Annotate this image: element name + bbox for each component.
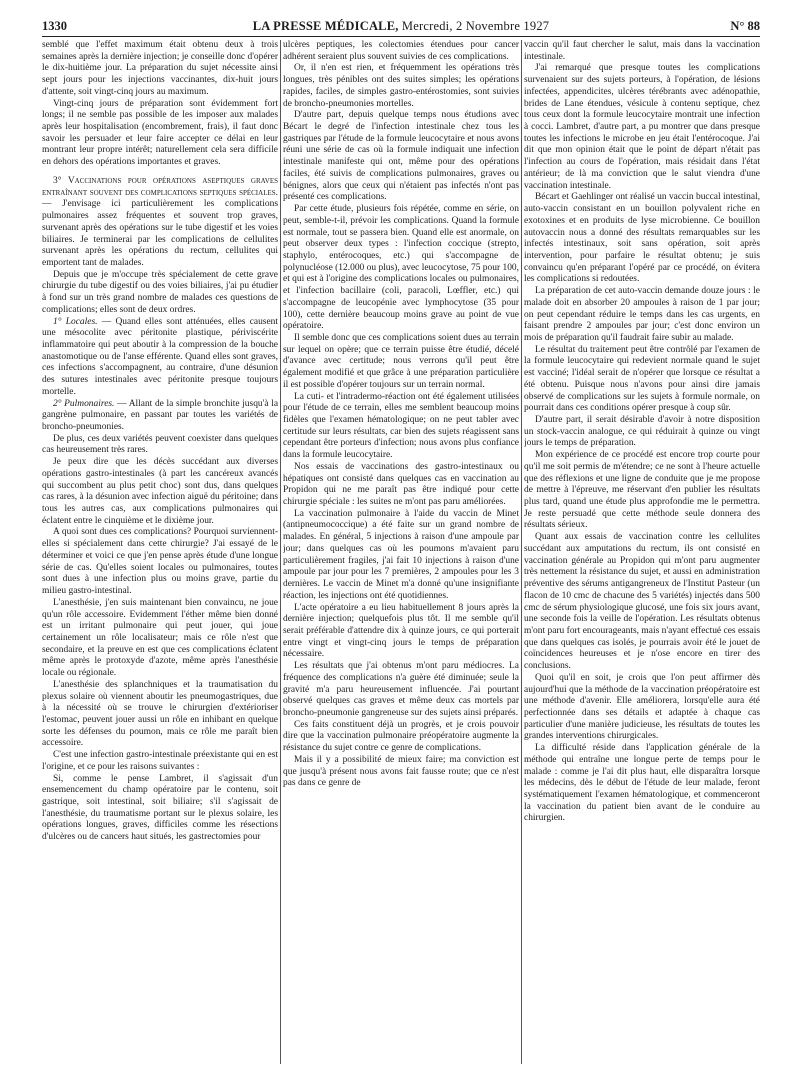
column-divider: [280, 40, 281, 1064]
paragraph: Il semble donc que ces complications soient dues au terrain sur lequel on opère; que ce terrain puisse être étudié, décelé d'avance avec certitude; nous verrons qu'il peut être également modifié et que grâce à une préparation particulière il est possible d'opérer toujours sur un terrain normal.: [283, 332, 519, 390]
paragraph: Les résultats que j'ai obtenus m'ont paru médiocres. La fréquence des complications n'a guère été diminuée; seule la gravité m'a paru heureusement influencée. J'ai pourtant observé quelques cas graves et même deux cas mortels par broncho-pneumonie gangreneuse sur des sujets ainsi préparés.: [283, 661, 519, 718]
paragraph: De plus, ces deux variétés peuvent coexister dans quelques cas heureusement très rares.: [42, 433, 278, 456]
column-divider: [521, 40, 522, 1064]
paragraph: 1° Locales. — Quand elles sont atténuées, elles causent une mésocolite avec péritonite plastique, périviscérite inflammatoire qui peut aboutir à la compression de la bouche anastomotique ou de l'anse efférente. Quand elles sont graves, ces infections s'accompagnent, au contraire, d'une désunion des sutures intestinales avec péritonite presque toujours mortelle.: [42, 316, 278, 397]
issue-number: N° 88: [730, 19, 760, 33]
page-header: [42, 16, 760, 36]
paragraph: La préparation de cet auto-vaccin demande douze jours : le malade doit en absorber 20 ampoules à raison de 1 par jour; on peut cependant réduire le temps dans les cas urgents, en faisant prendre 2 ampoules par jour; c'est donc environ un mois de préparation qu'il faudrait faire subir au malade.: [524, 286, 760, 343]
paragraph: Bécart et Gaehlinger ont réalisé un vaccin buccal intestinal, auto-vaccin consistant en un bouillon polyvalent riche en exotoxines et en produits de lyse microbienne. Ce bouillon autovaccin nous a donné des résultats remarquables sur les infectés intestinaux, soit sans opération, soit après intervention, pour parfaire le résultat obtenu; je suis convaincu qu'en préparant l'opéré par ce procédé, on évitera les complications si redoutées.: [524, 192, 760, 285]
page-number: 1330: [42, 19, 67, 33]
paragraph: Par cette étude, plusieurs fois répétée, comme en série, on peut, semble-t-il, prévoir les complications. Quand la formule est normale, tout se passera bien. Quand elle est anormale, on peut observer deux types : l'infection coccique (strepto, staphylo, entérocoques, etc.) qui s'accompagne de polynucléose (12.000 ou plus), avec leucocytose, 75 pour 100, et qui est à l'origine des complications locales ou pulmonaires, et l'infection bacillaire (coli, paracoli, Lœffler, etc.) qui s'accompagne de leucopénie avec lymphocytose (35 pour 100), cette dernière beaucoup moins grave au point de vue opératoire.: [283, 204, 519, 332]
subheading-pulmonary: 2° Pulmonaires.: [53, 398, 115, 409]
paragraph: L'anesthésie des splanchniques et la traumatisation du plexus solaire où viennent aboutir les pneumogastriques, due à la nécessité où se trouve le chirurgien d'extérioriser l'estomac, peuvent jouer aussi un rôle en inhibant en quelque sorte les défenses du poumon, mais ce rôle me paraît bien accessoire.: [42, 679, 278, 749]
paragraph: D'autre part, il serait désirable d'avoir à notre disposition un stock-vaccin analogue, ce qui réduirait à quinze ou vingt jours le temps de préparation.: [524, 415, 760, 449]
paragraph: A quoi sont dues ces complications? Pourquoi surviennent-elles si spécialement dans cette chirurgie? J'ai essayé de le déterminer et voici ce que j'en pense après étude d'une longue série de cas. Qu'elles soient locales ou pulmonaires, toutes sont dues à une infection plus ou moins grave, partie du milieu gastro-intestinal.: [42, 527, 278, 597]
paragraph: Ces faits constituent déjà un progrès, et je crois pouvoir dire que la vaccination pulmonaire préopératoire augmente la résistance du sujet contre ce genre de complications.: [283, 719, 519, 754]
paragraph: Vingt-cinq jours de préparation sont évidemment fort longs; il ne semble pas possible de les imposer aux malades après leur hospitalisation (encombrement, frais), il faut donc savoir les persuader et leur faire accepter ce délai en leur montrant leur propre intérêt; naturellement cela sera difficile en dehors des opérations importantes et graves.: [42, 98, 278, 168]
paragraph: ulcères peptiques, les colectomies étendues pour cancer adhérent seraient plus souvent suivies de ces complications.: [283, 40, 519, 62]
paragraph: Je peux dire que les décès succédant aux diverses opérations gastro-intestinales (à part les cancéreux avancés qui succombent au plus petit choc) sont dus, dans quelques cas rares, à la désunion avec infection aiguë du péritoine; dans tous les autres cas, aux complications pulmonaires qui éclatent entre le cinquième et le dixième jour.: [42, 457, 278, 526]
paragraph: Si, comme le pense Lambret, il s'agissait d'un ensemencement du champ opératoire par le contenu, soit gastrique, soit intestinal, soit biliaire; s'il s'agissait de l'anesthésie, du traumatisme portant sur le plexus solaire, les opérations longues, graves, difficiles comme les résections d'ulcères ou de cancers haut situés, les gastrectomies pour: [42, 773, 278, 843]
paragraph: Le résultat du traitement peut être contrôlé par l'examen de la formule leucocytaire qui redevient normale quand le sujet est vacciné; l'idéal serait de n'opérer que lorsque ce résultat a été obtenu. Puisque nous n'avons pour ainsi dire jamais observé de complications sur les sujets à formule normale, on pourrait dans ces conditions opérer presque à coup sûr.: [524, 344, 760, 414]
running-title: [42, 16, 760, 36]
paragraph: Mais il y a possibilité de mieux faire; ma conviction est que jusqu'à présent nous avons fait fausse route; que ce n'est pas dans ce genre de: [283, 754, 519, 789]
section-heading: 3° Vaccinations pour opérations aseptiques graves entraînant souvent des complications septiques spéciales.: [42, 175, 278, 198]
paragraph: J'ai remarqué que presque toutes les complications survenaient sur des sujets porteurs, à l'opération, de lésions infectées, appendicites, ulcères térébrants avec adénopathie, brides de Lane étendues, vésicule à contenu septique, chez tous ceux dont la formule leucocytaire montrait une infection à cocci. Lambret, d'autre part, a pu montrer que dans presque toutes les infections le microbe en jeu était l'entérocoque. J'ai dit que mon opinion était que le point de départ n'était pas l'infection au cours de l'opération, mais résidait dans l'état antérieur; de là ma conviction que le salut viendra d'une vaccination intestinale.: [524, 63, 760, 191]
paragraph: Or, il n'en est rien, et fréquemment les opérations très longues, très pénibles ont des suites simples; les opérations rapides, faciles, de simples gastro-entérostomies, sont suivies de broncho-pneumonies mortelles.: [283, 63, 519, 109]
column-1: [42, 40, 278, 1064]
paragraph: L'anesthésie, j'en suis maintenant bien convaincu, ne joue qu'un rôle accessoire. Evidemment l'éther même bien donné est un irritant pulmonaire qui peut jouer, qui joue certainement un rôle localisateur; mais ce rôle n'est que secondaire, et la preuve en est que ces complications éclatent même après le protoxyde d'azote, même après l'anesthésie locale ou régionale.: [42, 597, 278, 679]
paragraph: Mon expérience de ce procédé est encore trop courte pour qu'il me soit permis de m'étendre; ce ne sont à l'heure actuelle que des réflexions et une ligne de conduite que je me propose de mettre à l'épreuve, me réservant d'en publier les résultats plus tard, quand une étude plus approfondie me le permettra. Je reste persuadé que cette méthode seule donnera des résultats sérieux.: [524, 450, 760, 531]
paragraph: D'autre part, depuis quelque temps nous étudions avec Bécart le degré de l'infection intestinale chez tous les gastriques par l'étude de la formule leucocytaire et nous avons réuni une série de cas où la formule indiquait une infection intestinale manifeste qui ont, même pour des opérations faciles, été suivis de complications pulmonaires, graves ou bénignes, alors que ceux qui n'étaient pas infectés n'ont pas présenté ces complications.: [283, 110, 519, 203]
issue-date: Mercredi, 2 Novembre 1927: [401, 19, 550, 33]
subheading-local: 1° Locales.: [53, 316, 98, 327]
paragraph: Depuis que je m'occupe très spécialement de cette grave chirurgie du tube digestif ou des voies biliaires, j'ai pu étudier à fond sur un très grand nombre de malades ces questions de complications; elles sont de deux ordres.: [42, 269, 278, 315]
section-paragraph: 3° Vaccinations pour opérations aseptiques graves entraînant souvent des complications septiques spéciales. — J'envisage ici particulièrement les complications pulmonaires assez fréquentes et souvent trop graves, survenant après des opérations sur le tube digestif et les voies biliaires. Je terminerai par les complications de cellulites survenant après les opérations du rectum, cellulites qui emportent tant de malades.: [42, 175, 278, 268]
paragraph: 2° Pulmonaires. — Allant de la simple bronchite jusqu'à la gangrène pulmonaire, en passant par toutes les variétés de broncho-pneumonies.: [42, 398, 278, 432]
paragraph: C'est une infection gastro-intestinale préexistante qui en est l'origine, et ce pour les raisons suivantes :: [42, 750, 278, 772]
paragraph: Quoi qu'il en soit, je crois que l'on peut affirmer dès aujourd'hui que la méthode de la vaccination préopératoire est une méthode d'avenir. Elle améliorera, lorsqu'elle aura été perfectionnée dans ses détails et adaptée à chaque cas particulier d'une manière judicieuse, les résultats de toutes les grandes interventions chirurgicales.: [524, 672, 760, 742]
paragraph: La difficulté réside dans l'application générale de la méthode qui entraîne une longue perte de temps pour le malade : comme je l'ai dit plus haut, elle disparaîtra lorsque les médecins, dès le début de l'étude de leur malade, feront systématiquement l'examen hématologique, et commenceront la vaccination du patient bien avant de le conduire au chirurgien.: [524, 743, 760, 824]
paragraph: La cuti- et l'intradermo-réaction ont été également utilisées pour l'étude de ce terrain, elles me semblent beaucoup moins fidèles que l'examen hématologique; on ne peut tabler avec certitude sur leurs résultats, car bien des sujets réagissent sans cependant être porteurs d'infection; nous avons plus confiance dans la formule leucocytaire.: [283, 391, 519, 461]
paragraph: vaccin qu'il faut chercher le salut, mais dans la vaccination intestinale.: [524, 40, 760, 62]
journal-name: LA PRESSE MÉDICALE,: [252, 19, 399, 33]
column-3: [524, 40, 760, 1064]
paragraph: Nos essais de vaccinations des gastro-intestinaux ou hépatiques ont consisté dans quelques cas en vaccination au Propidon qui ne me paraît pas être indiqué pour cette chirurgie spéciale : les suites ne m'ont pas paru améliorées.: [283, 461, 519, 508]
paragraph: La vaccination pulmonaire à l'aide du vaccin de Minet (antipneumococcique) a été faite sur un grand nombre de malades. En général, 5 injections à raison d'une ampoule par jour; dans quelques cas où les poumons m'avaient paru particulièrement fragiles, j'ai fait 10 injections à raison d'une ampoule par jour pour les 7 premières, 2 ampoules pour les 3 dernières. Le vaccin de Minet m'a donné qu'une insignifiante réaction, les injections ont été quotidiennes.: [283, 508, 519, 601]
paragraph: semblé que l'effet maximum était obtenu deux à trois semaines après la dernière injection; je conseille donc d'opérer le dix-huitième jour. La préparation du sujet nécessite ainsi sept jours pour les injections vaccinantes, dix-huit jours d'attente, soit vingt-cinq jours au maximum.: [42, 40, 278, 97]
paragraph: L'acte opératoire a eu lieu habituellement 8 jours après la dernière injection; quelquefois plus tôt. Il me semble qu'il serait préférable d'attendre dix à quinze jours, ce qui porterait entre vingt et vingt-cinq jours le temps de préparation nécessaire.: [283, 602, 519, 660]
column-2: [283, 40, 519, 1064]
paragraph: Quant aux essais de vaccination contre les cellulites succédant aux amputations du rectum, ils ont consisté en vaccination générale au Propidon qui m'ont paru augmenter très nettement la résistance du sujet, et aussi en administration préventive des sérums antigangreneux de l'Institut Pasteur (un flacon de 10 cmc de chacune des 5 variétés) injectés dans 500 cmc de sérum physiologique glucosé, une fois six jours avant, une seconde fois la veille de l'opération. Les résultats obtenus m'ont paru fort encourageants, mais n'ayant effectué ces essais que dans quelques cas isolés, je pourrais avoir été le jouet de coïncidences heureuses et je n'ose encore en tirer des conclusions.: [524, 532, 760, 672]
header-rule: [42, 36, 760, 37]
